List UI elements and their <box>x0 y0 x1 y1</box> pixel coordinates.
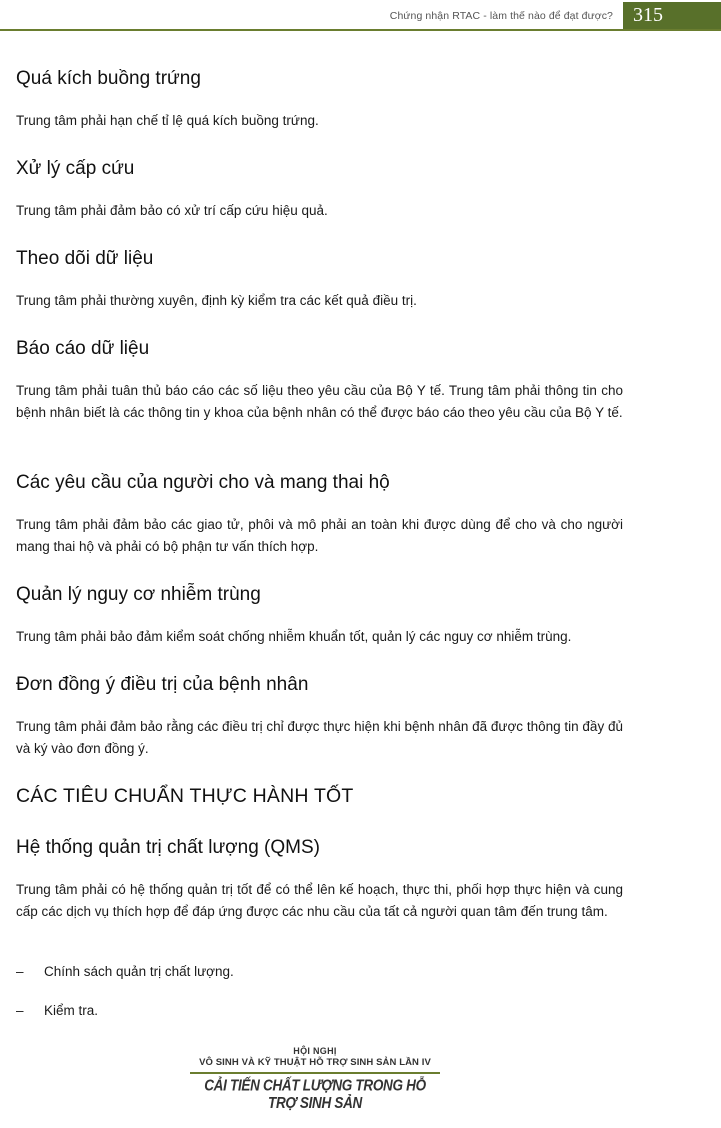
bullet-text: Chính sách quản trị chất lượng. <box>44 964 234 979</box>
section-text-consent: Trung tâm phải đảm bảo rằng các điều trị chỉ được thực hiện khi bệnh nhân đã được thông tin đầy đủ và ký vào đơn đồng ý. <box>16 719 623 756</box>
conference-footer <box>190 1046 440 1112</box>
section-text-emergency: Trung tâm phải đảm bảo có xử trí cấp cứu hiệu quả. <box>16 203 328 218</box>
section-text-donor-surrogacy: Trung tâm phải đảm bảo các giao tử, phôi và mô phải an toàn khi được dùng để cho và cho người mang thai hộ và phải có bộ phận tư vấn thích hợp. <box>16 517 623 554</box>
section-heading-consent: Đơn đồng ý điều trị của bệnh nhân <box>16 674 309 695</box>
footer-line-3: CẢI TIẾN CHẤT LƯỢNG TRONG HỖ TRỢ SINH SẢN <box>204 1076 426 1112</box>
section-heading-ovarian-hyperstimulation: Quá kích buồng trứng <box>16 68 201 89</box>
page-number: 315 <box>623 2 721 29</box>
list-item <box>16 1000 98 1022</box>
footer-line-1: HỘI NGHỊ <box>293 1046 337 1056</box>
footer-line-2: VÔ SINH VÀ KỸ THUẬT HỖ TRỢ SINH SẢN LẦN IV <box>199 1057 431 1068</box>
bullet-text: Kiểm tra. <box>44 1003 99 1018</box>
section-heading-data-monitoring: Theo dõi dữ liệu <box>16 248 154 269</box>
section-text-data-reporting: Trung tâm phải tuân thủ báo cáo các số liệu theo yêu cầu của Bộ Y tế. Trung tâm phải thông tin cho bệnh nhân biết là các thông tin y khoa của bệnh nhân có thể được báo cáo theo yêu cầu của Bộ Y tế. <box>16 383 623 420</box>
section-heading-infection-risk: Quản lý nguy cơ nhiễm trùng <box>16 584 261 605</box>
major-heading: CÁC TIÊU CHUẨN THỰC HÀNH TỐT <box>16 785 354 807</box>
section-text-infection-risk: Trung tâm phải bảo đảm kiểm soát chống nhiễm khuẩn tốt, quản lý các nguy cơ nhiễm trùng. <box>16 629 572 644</box>
qms-text: Trung tâm phải có hệ thống quản trị tốt để có thể lên kế hoạch, thực thi, phối hợp thực hiện và cung cấp các dịch vụ thích hợp để đáp ứng được các nhu cầu của tất cả người quan tâm đến trung tâm. <box>16 882 623 919</box>
footer-rule <box>190 1072 440 1074</box>
bullet-dash: – <box>16 964 24 979</box>
section-text-ovarian-hyperstimulation: Trung tâm phải hạn chế tỉ lệ quá kích buồng trứng. <box>16 113 319 128</box>
section-heading-data-reporting: Báo cáo dữ liệu <box>16 338 150 359</box>
header-rule <box>0 29 721 31</box>
qms-heading: Hệ thống quản trị chất lượng (QMS) <box>16 837 320 858</box>
bullet-dash: – <box>16 1003 24 1018</box>
list-item <box>16 961 234 983</box>
section-heading-donor-surrogacy: Các yêu cầu của người cho và mang thai hộ <box>16 472 390 493</box>
section-heading-emergency: Xử lý cấp cứu <box>16 158 135 179</box>
section-text-data-monitoring: Trung tâm phải thường xuyên, định kỳ kiểm tra các kết quả điều trị. <box>16 293 417 308</box>
running-title: Chứng nhận RTAC - làm thế nào để đạt được? <box>389 10 613 22</box>
